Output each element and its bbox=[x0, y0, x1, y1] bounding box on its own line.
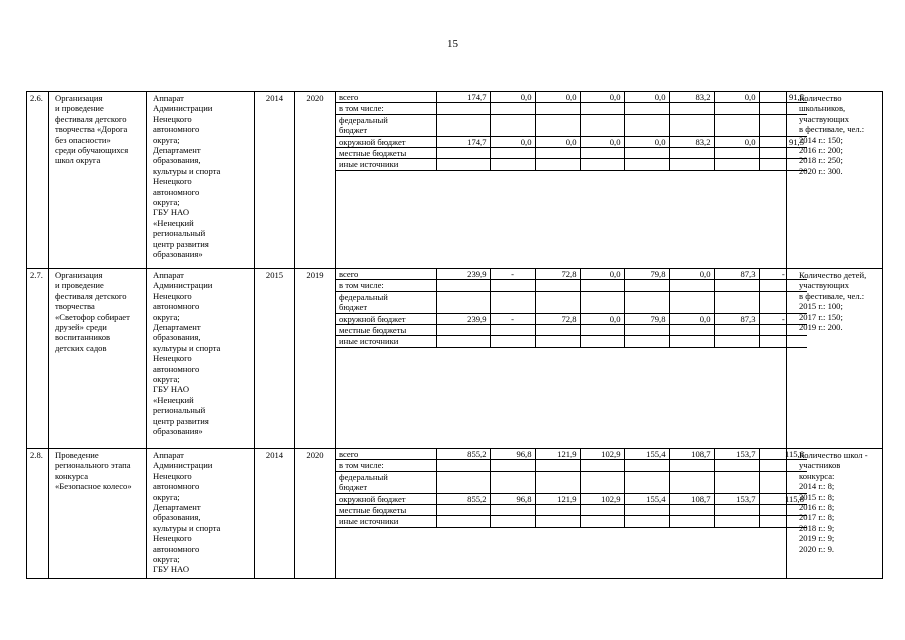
executor: Аппарат Администрации Ненецкого автономного округа; Департамент образования, культуры и спорта Ненецкого автономного округа; ГБУ НАО bbox=[147, 449, 255, 579]
expected-result: Количество детей, участвующих в фестивале, чел.: 2015 г.: 100; 2017 г.: 150; 2019 г.: 200. bbox=[787, 269, 883, 449]
financing-value: 83,2 bbox=[669, 92, 714, 103]
financing-value bbox=[714, 516, 759, 527]
financing-value: 155,4 bbox=[624, 449, 669, 460]
financing-value: 115,8 bbox=[759, 493, 807, 504]
financing-value bbox=[714, 505, 759, 516]
financing-value: 72,8 bbox=[535, 313, 580, 324]
financing-value bbox=[436, 159, 490, 170]
financing-value bbox=[535, 114, 580, 136]
financing-value bbox=[436, 460, 490, 471]
financing-value bbox=[714, 148, 759, 159]
year-start: 2014 bbox=[255, 449, 295, 579]
financing-value: 102,9 bbox=[580, 449, 624, 460]
year-end: 2019 bbox=[295, 269, 336, 449]
financing-row bbox=[336, 148, 807, 159]
financing-value bbox=[580, 460, 624, 471]
financing-value bbox=[580, 114, 624, 136]
financing-value: 0,0 bbox=[580, 313, 624, 324]
activity-name: Организация и проведение фестиваля детского творчества «Светофор собирает друзей» среди воспитанников детских садов bbox=[49, 269, 147, 449]
financing-value bbox=[669, 471, 714, 493]
financing-value bbox=[580, 103, 624, 114]
financing-table bbox=[336, 92, 807, 171]
activity-name: Проведение регионального этапа конкурса «Безопасное колесо» bbox=[49, 449, 147, 579]
financing-value: 153,7 bbox=[714, 493, 759, 504]
financing-value: 83,2 bbox=[669, 136, 714, 147]
financing-value bbox=[624, 460, 669, 471]
financing-value bbox=[714, 291, 759, 313]
financing-value bbox=[669, 159, 714, 170]
executor: Аппарат Администрации Ненецкого автономного округа; Департамент образования, культуры и спорта Ненецкого автономного округа; ГБУ НАО «Ненецкий региональный центр развития образования» bbox=[147, 269, 255, 449]
financing-value: 91,5 bbox=[759, 136, 807, 147]
financing-value bbox=[535, 159, 580, 170]
table-row bbox=[27, 449, 883, 579]
financing-value bbox=[490, 114, 535, 136]
expected-result: Количество школ - участников конкурса: 2014 г.: 8; 2015 г.: 8; 2016 г.: 8; 2017 г.: 8; 2018 г.: 9; 2019 г.: 9; 2020 г.: 9. bbox=[787, 449, 883, 579]
financing-row bbox=[336, 280, 807, 291]
financing-value bbox=[436, 505, 490, 516]
financing-source-label: иные источники bbox=[336, 336, 436, 347]
financing-value bbox=[669, 460, 714, 471]
financing-value bbox=[580, 505, 624, 516]
row-number: 2.7. bbox=[27, 269, 49, 449]
year-start: 2015 bbox=[255, 269, 295, 449]
financing-value: 155,4 bbox=[624, 493, 669, 504]
executor: Аппарат Администрации Ненецкого автономного округа; Департамент образования, культуры и спорта Ненецкого автономного округа; ГБУ НАО «Ненецкий региональный центр развития образования» bbox=[147, 92, 255, 269]
financing-value: 91,5 bbox=[759, 92, 807, 103]
financing-value: 121,9 bbox=[535, 493, 580, 504]
financing-row bbox=[336, 159, 807, 170]
financing-row bbox=[336, 505, 807, 516]
financing-source-label: всего bbox=[336, 269, 436, 280]
financing-row bbox=[336, 269, 807, 280]
financing-value: 174,7 bbox=[436, 136, 490, 147]
financing-cell bbox=[336, 449, 804, 579]
financing-value bbox=[490, 291, 535, 313]
financing-value bbox=[436, 103, 490, 114]
financing-value bbox=[535, 471, 580, 493]
financing-value bbox=[490, 460, 535, 471]
financing-row bbox=[336, 114, 807, 136]
financing-value bbox=[436, 336, 490, 347]
year-end: 2020 bbox=[295, 92, 336, 269]
financing-source-label: всего bbox=[336, 449, 436, 460]
financing-value bbox=[436, 516, 490, 527]
financing-source-label: в том числе: bbox=[336, 460, 436, 471]
financing-table bbox=[336, 449, 807, 528]
financing-source-label: местные бюджеты bbox=[336, 325, 436, 336]
program-table bbox=[26, 91, 883, 579]
financing-source-label: местные бюджеты bbox=[336, 148, 436, 159]
financing-value bbox=[669, 505, 714, 516]
financing-value bbox=[580, 516, 624, 527]
financing-value bbox=[490, 159, 535, 170]
financing-value: 0,0 bbox=[669, 269, 714, 280]
financing-value bbox=[669, 280, 714, 291]
financing-value bbox=[714, 159, 759, 170]
financing-value: 153,7 bbox=[714, 449, 759, 460]
financing-row bbox=[336, 103, 807, 114]
financing-source-label: в том числе: bbox=[336, 280, 436, 291]
financing-value: 0,0 bbox=[580, 269, 624, 280]
financing-value bbox=[580, 336, 624, 347]
financing-value bbox=[580, 159, 624, 170]
financing-value bbox=[535, 291, 580, 313]
financing-row bbox=[336, 336, 807, 347]
financing-value bbox=[535, 505, 580, 516]
financing-value: - bbox=[490, 269, 535, 280]
financing-value bbox=[535, 325, 580, 336]
financing-row bbox=[336, 136, 807, 147]
financing-value: 72,8 bbox=[535, 269, 580, 280]
financing-value bbox=[624, 103, 669, 114]
financing-value bbox=[535, 336, 580, 347]
financing-value bbox=[669, 148, 714, 159]
financing-value bbox=[714, 103, 759, 114]
financing-value bbox=[714, 471, 759, 493]
financing-value: 0,0 bbox=[535, 92, 580, 103]
activity-name: Организация и проведение фестиваля детского творчества «Дорога без опасности» среди обучающихся школ округа bbox=[49, 92, 147, 269]
financing-value bbox=[436, 114, 490, 136]
financing-value bbox=[490, 103, 535, 114]
financing-value bbox=[624, 471, 669, 493]
year-end: 2020 bbox=[295, 449, 336, 579]
financing-value bbox=[714, 325, 759, 336]
financing-source-label: всего bbox=[336, 92, 436, 103]
financing-source-label: федеральный бюджет bbox=[336, 114, 436, 136]
financing-value bbox=[624, 291, 669, 313]
financing-source-label: местные бюджеты bbox=[336, 505, 436, 516]
financing-value bbox=[669, 291, 714, 313]
financing-row bbox=[336, 92, 807, 103]
financing-source-label: в том числе: bbox=[336, 103, 436, 114]
financing-value: 0,0 bbox=[535, 136, 580, 147]
financing-value: 96,8 bbox=[490, 493, 535, 504]
financing-value bbox=[624, 516, 669, 527]
financing-value bbox=[669, 336, 714, 347]
financing-value bbox=[490, 471, 535, 493]
financing-value bbox=[535, 460, 580, 471]
financing-value: 102,9 bbox=[580, 493, 624, 504]
financing-row bbox=[336, 460, 807, 471]
financing-table bbox=[336, 269, 807, 348]
financing-source-label: окружной бюджет bbox=[336, 493, 436, 504]
page-number: 15 bbox=[447, 38, 458, 50]
financing-source-label: федеральный бюджет bbox=[336, 471, 436, 493]
financing-value: 239,9 bbox=[436, 313, 490, 324]
financing-value bbox=[624, 336, 669, 347]
financing-value bbox=[669, 325, 714, 336]
financing-cell bbox=[336, 92, 804, 269]
financing-value: 79,8 bbox=[624, 313, 669, 324]
financing-value bbox=[535, 103, 580, 114]
financing-value bbox=[669, 103, 714, 114]
financing-source-label: окружной бюджет bbox=[336, 136, 436, 147]
financing-value bbox=[580, 325, 624, 336]
financing-value bbox=[624, 114, 669, 136]
financing-value: - bbox=[759, 313, 807, 324]
financing-value bbox=[624, 148, 669, 159]
financing-value bbox=[436, 291, 490, 313]
financing-value: - bbox=[490, 313, 535, 324]
row-number: 2.6. bbox=[27, 92, 49, 269]
financing-value: 108,7 bbox=[669, 449, 714, 460]
year-start: 2014 bbox=[255, 92, 295, 269]
financing-row bbox=[336, 493, 807, 504]
financing-value bbox=[624, 159, 669, 170]
financing-value: - bbox=[759, 269, 807, 280]
financing-value bbox=[535, 148, 580, 159]
financing-value bbox=[580, 280, 624, 291]
financing-cell bbox=[336, 269, 787, 449]
financing-value bbox=[669, 516, 714, 527]
financing-source-label: окружной бюджет bbox=[336, 313, 436, 324]
financing-value bbox=[580, 148, 624, 159]
financing-source-label: федеральный бюджет bbox=[336, 291, 436, 313]
financing-value: 0,0 bbox=[714, 92, 759, 103]
financing-value bbox=[624, 325, 669, 336]
financing-value: 0,0 bbox=[490, 92, 535, 103]
financing-value: 855,2 bbox=[436, 493, 490, 504]
financing-value bbox=[624, 505, 669, 516]
table-row bbox=[27, 92, 883, 269]
financing-value bbox=[436, 471, 490, 493]
financing-value: 0,0 bbox=[624, 136, 669, 147]
financing-value: 0,0 bbox=[490, 136, 535, 147]
financing-row bbox=[336, 325, 807, 336]
financing-value: 0,0 bbox=[580, 136, 624, 147]
financing-value bbox=[490, 516, 535, 527]
table-row bbox=[27, 269, 883, 449]
financing-value bbox=[436, 280, 490, 291]
financing-value: 108,7 bbox=[669, 493, 714, 504]
financing-value bbox=[580, 471, 624, 493]
financing-row bbox=[336, 449, 807, 460]
row-number: 2.8. bbox=[27, 449, 49, 579]
financing-value: 174,7 bbox=[436, 92, 490, 103]
financing-value bbox=[490, 148, 535, 159]
financing-row bbox=[336, 291, 807, 313]
financing-value bbox=[714, 280, 759, 291]
financing-value bbox=[490, 325, 535, 336]
financing-value bbox=[490, 505, 535, 516]
financing-value bbox=[490, 336, 535, 347]
financing-value: 115,8 bbox=[759, 449, 807, 460]
financing-value: 96,8 bbox=[490, 449, 535, 460]
financing-value bbox=[714, 114, 759, 136]
financing-value bbox=[490, 280, 535, 291]
financing-row bbox=[336, 516, 807, 527]
financing-row bbox=[336, 313, 807, 324]
financing-value bbox=[436, 325, 490, 336]
financing-source-label: иные источники bbox=[336, 516, 436, 527]
financing-value bbox=[669, 114, 714, 136]
financing-value: 121,9 bbox=[535, 449, 580, 460]
financing-value bbox=[624, 280, 669, 291]
financing-value: 0,0 bbox=[624, 92, 669, 103]
financing-value: 0,0 bbox=[669, 313, 714, 324]
financing-value bbox=[535, 280, 580, 291]
financing-source-label: иные источники bbox=[336, 159, 436, 170]
expected-result: Количество школьников, участвующих в фестивале, чел.: 2014 г.: 150; 2016 г.: 200; 2018 г.: 250; 2020 г.: 300. bbox=[787, 92, 883, 269]
financing-value bbox=[714, 460, 759, 471]
financing-value: 0,0 bbox=[580, 92, 624, 103]
financing-value: 239,9 bbox=[436, 269, 490, 280]
financing-row bbox=[336, 471, 807, 493]
financing-value: 87,3 bbox=[714, 313, 759, 324]
financing-value bbox=[580, 291, 624, 313]
financing-value bbox=[436, 148, 490, 159]
financing-value: 0,0 bbox=[714, 136, 759, 147]
financing-value bbox=[535, 516, 580, 527]
financing-value: 79,8 bbox=[624, 269, 669, 280]
financing-value: 87,3 bbox=[714, 269, 759, 280]
financing-value bbox=[714, 336, 759, 347]
financing-value: 855,2 bbox=[436, 449, 490, 460]
